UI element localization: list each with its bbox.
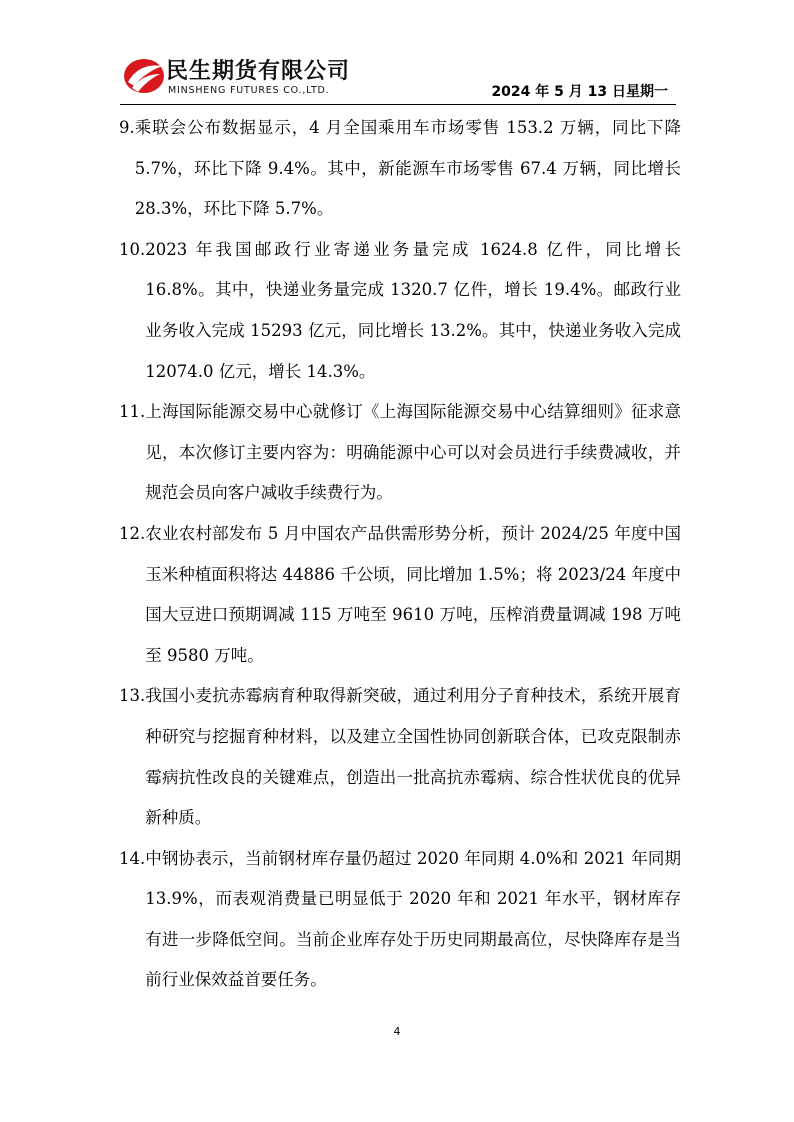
news-item (119, 108, 681, 230)
news-item-number: 10. (119, 239, 146, 259)
page-number: 4 (393, 1025, 401, 1038)
news-item (119, 676, 681, 838)
news-item-text: 乘联会公布数据显示，4 月全国乘用车市场零售 153.2 万辆，同比下降 5.7%，环比下降 9.4%。其中，新能源车市场零售 67.4 万辆，同比增长 28.3%，环比下降 5.7%。 (134, 118, 681, 219)
company-name-cn: 民生期货有限公司 (166, 59, 351, 84)
news-item (119, 839, 681, 1001)
news-item-text: 我国小麦抗赤霉病育种取得新突破，通过利用分子育种技术，系统开展育种研究与挖掘育种材料，以及建立全国性协同创新联合体，已攻克限制赤霉病抗性改良的关键难点，创造出一批高抗赤霉病、综合性状优良的优异新种质。 (145, 686, 681, 828)
company-name-en: MINSHENG FUTURES CO.,LTD. (168, 85, 330, 96)
news-item (119, 230, 681, 392)
news-item (119, 514, 681, 676)
news-item-number: 12. (119, 523, 146, 543)
news-item-number: 13. (119, 686, 146, 706)
news-list (119, 108, 681, 1001)
page-header (120, 52, 676, 105)
news-item-number: 11. (119, 402, 146, 422)
news-item-text: 上海国际能源交易中心就修订《上海国际能源交易中心结算细则》征求意见，本次修订主要内容为：明确能源中心可以对会员进行手续费减收，并规范会员向客户减收手续费行为。 (145, 402, 681, 503)
minsheng-logo-icon (122, 54, 166, 98)
news-item-text: 中钢协表示，当前钢材库存量仍超过 2020 年同期 4.0%和 2021 年同期 13.9%，而表观消费量已明显低于 2020 年和 2021 年水平，钢材库存有进一步降低空间。当前企业库存处于历史同期最高位，尽快降库存是当前行业保效益首要任务。 (145, 848, 681, 990)
company-logo (122, 54, 372, 100)
news-item-number: 14. (119, 848, 146, 868)
news-item-number: 9. (119, 118, 135, 137)
news-item-text: 农业农村部发布 5 月中国农产品供需形势分析，预计 2024/25 年度中国玉米种植面积将达 44886 千公顷，同比增加 1.5%；将 2023/24 年度中国大豆进口预期调减 115 万吨至 9610 万吨，压榨消费量调减 198 万吨至 9580 万吨。 (145, 523, 681, 665)
news-item (119, 392, 681, 514)
report-date: 2024 年 5 月 13 日星期一 (491, 84, 668, 100)
news-item-text: 2023 年我国邮政行业寄递业务量完成 1624.8 亿件，同比增长 16.8%。其中，快递业务量完成 1320.7 亿件，增长 19.4%。邮政行业业务收入完成 15293 亿元，同比增长 13.2%。其中，快递业务收入完成 12074.0 亿元，增长 14.3%。 (145, 239, 681, 381)
